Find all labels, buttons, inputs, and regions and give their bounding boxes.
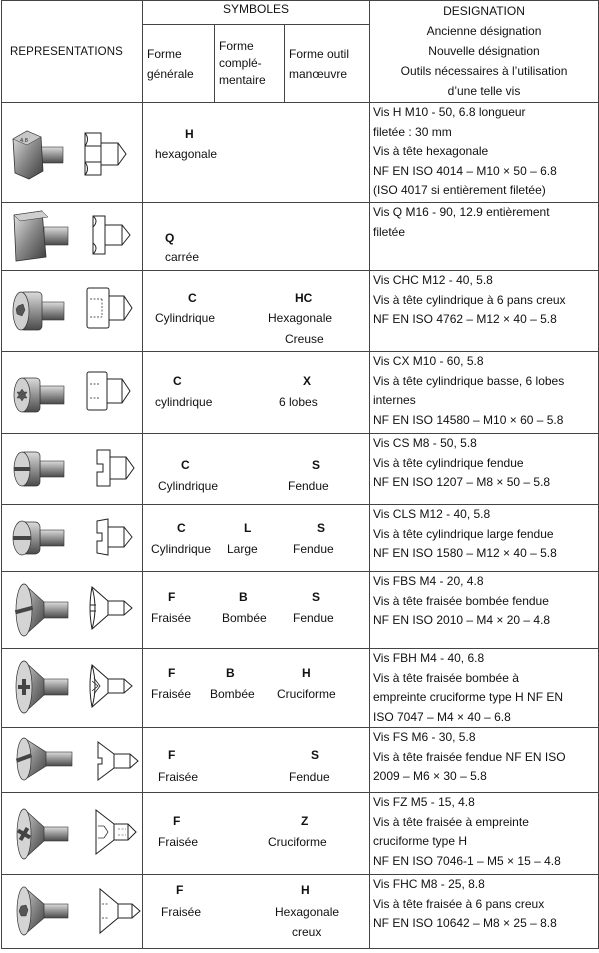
symbol-letter: X bbox=[303, 374, 312, 388]
designation-cell: Vis FS M6 - 30, 5.8 Vis à tête fraisée fendue NF EN ISO 2009 – M6 × 30 – 5.8 bbox=[370, 728, 599, 793]
header-designation: DESIGNATION Ancienne désignation Nouvelle désignation Outils nécessaires à l’utilisation d’une telle vis bbox=[370, 1, 599, 103]
slotted-raised-countersunk-screw-drawing-icon bbox=[86, 583, 140, 633]
representation-cell bbox=[2, 875, 143, 949]
symbol-word: Hexagonale bbox=[268, 311, 333, 325]
table-row bbox=[2, 793, 599, 875]
slotted-countersunk-screw-drawing-icon bbox=[94, 738, 148, 784]
hexalobular-head-screw-3d-icon bbox=[10, 370, 70, 420]
symbol-word: Fendue bbox=[293, 542, 334, 556]
square-head-screw-drawing-icon bbox=[90, 213, 138, 257]
symbol-letter: S bbox=[312, 590, 321, 604]
symbol-cell bbox=[143, 875, 370, 949]
symbol-letter: H bbox=[185, 127, 194, 141]
symbol-word: cylindrique bbox=[155, 395, 213, 409]
symbol-letter: C bbox=[181, 458, 190, 472]
representation-cell bbox=[2, 352, 143, 434]
table-row bbox=[2, 203, 599, 271]
header-forme-generale: Forme générale bbox=[143, 25, 215, 103]
symbol-word: hexagonale bbox=[155, 147, 218, 161]
table-row bbox=[2, 572, 599, 649]
symbol-word: Bombée bbox=[210, 687, 255, 701]
cross-recess-raised-countersunk-screw-drawing-icon bbox=[86, 661, 140, 711]
symbol-letter: L bbox=[244, 521, 252, 535]
designation-cell: Vis CLS M12 - 40, 5.8 Vis à tête cylindrique large fendue NF EN ISO 1580 – M12 × 40 – 5.8 bbox=[370, 505, 599, 572]
slotted-cheese-head-screw-3d-icon bbox=[10, 446, 70, 492]
designation-cell: Vis Q M16 - 90, 12.9 entièrement filetée bbox=[370, 203, 599, 271]
symbol-word: Creuse bbox=[285, 332, 324, 346]
symbol-letter: HC bbox=[295, 291, 313, 305]
symbol-letter: Z bbox=[301, 814, 309, 828]
header-representations: REPRESENTATIONS bbox=[2, 1, 143, 103]
symbol-word: creux bbox=[292, 925, 322, 939]
symbol-word: Fraisée bbox=[158, 770, 199, 784]
table-row bbox=[2, 505, 599, 572]
designation-cell: Vis FZ M5 - 15, 4.8 Vis à tête fraisée à empreinte cruciforme type H NF EN ISO 7046-1 – M5 × 15 – 4.8 bbox=[370, 793, 599, 875]
cross-recess-countersunk-screw-drawing-icon bbox=[92, 807, 146, 857]
symbol-letter: S bbox=[312, 458, 321, 472]
symbol-word: Bombée bbox=[222, 611, 267, 625]
symbol-word: Fraisée bbox=[161, 905, 202, 919]
symbol-cell bbox=[143, 728, 370, 793]
symbol-word: Fendue bbox=[289, 770, 330, 784]
designation-cell: Vis CX M10 - 60, 5.8 Vis à tête cylindrique basse, 6 lobes internes NF EN ISO 14580 – M10 × 60 – 5.8 bbox=[370, 352, 599, 434]
table-row bbox=[2, 728, 599, 793]
representation-cell bbox=[2, 103, 143, 203]
symbol-cell bbox=[143, 103, 370, 203]
symbol-word: Fraisée bbox=[158, 835, 199, 849]
symbol-cell bbox=[143, 352, 370, 434]
square-head-screw-3d-icon bbox=[8, 207, 70, 267]
screw-table bbox=[1, 0, 599, 949]
symbol-cell bbox=[143, 649, 370, 728]
symbol-letter: F bbox=[173, 814, 181, 828]
symbol-letter: Q bbox=[165, 231, 175, 245]
representation-cell bbox=[2, 203, 143, 271]
symbol-word: Cylindrique bbox=[155, 311, 216, 325]
symbol-word: Fraisée bbox=[151, 687, 192, 701]
symbol-letter: S bbox=[317, 521, 326, 535]
cross-recess-raised-countersunk-screw-3d-icon bbox=[10, 659, 72, 715]
symbol-letter: B bbox=[226, 666, 235, 680]
slotted-pan-head-screw-drawing-icon bbox=[94, 515, 146, 559]
symbol-cell bbox=[143, 434, 370, 505]
table-row bbox=[2, 434, 599, 505]
designation-cell: Vis CS M8 - 50, 5.8 Vis à tête cylindrique fendue NF EN ISO 1207 – M8 × 50 – 5.8 bbox=[370, 434, 599, 505]
cross-recess-countersunk-screw-3d-icon bbox=[10, 807, 72, 861]
symbol-letter: S bbox=[311, 748, 320, 762]
designation-cell: Vis CHC M12 - 40, 5.8 Vis à tête cylindrique à 6 pans creux NF EN ISO 4762 – M12 × 40 – 5.8 bbox=[370, 271, 599, 352]
socket-head-screw-3d-icon bbox=[10, 286, 70, 336]
symbol-letter: F bbox=[168, 666, 176, 680]
symbol-cell bbox=[143, 793, 370, 875]
symbol-cell bbox=[143, 203, 370, 271]
representation-cell bbox=[2, 793, 143, 875]
representation-cell bbox=[2, 649, 143, 728]
symbol-letter: F bbox=[168, 748, 176, 762]
symbol-word: carrée bbox=[165, 250, 200, 264]
symbol-word: Cruciforme bbox=[277, 687, 336, 701]
designation-cell: Vis H M10 - 50, 6.8 longueur filetée : 30 mm Vis à tête hexagonale NF EN ISO 4014 – M10 × 50 – 6.8 (ISO 4017 si entièrement filetée) bbox=[370, 103, 599, 203]
representation-cell bbox=[2, 434, 143, 505]
symbol-word: Large bbox=[227, 542, 258, 556]
table-row bbox=[2, 271, 599, 352]
symbol-letter: F bbox=[176, 883, 184, 897]
symbol-letter: C bbox=[173, 374, 182, 388]
symbol-word: Hexagonale bbox=[275, 905, 340, 919]
header-symboles: SYMBOLES bbox=[143, 1, 370, 25]
hex-head-screw-drawing-icon bbox=[82, 129, 132, 179]
symbol-letter: H bbox=[301, 883, 310, 897]
symbol-word: Fendue bbox=[293, 611, 334, 625]
symbol-cell bbox=[143, 505, 370, 572]
representation-cell bbox=[2, 505, 143, 572]
designation-cell: Vis FBH M4 - 40, 6.8 Vis à tête fraisée bombée à empreinte cruciforme type H NF EN ISO 7047 – M4 × 40 – 6.8 bbox=[370, 649, 599, 728]
table-row bbox=[2, 103, 599, 203]
symbol-word: Cylindrique bbox=[151, 542, 212, 556]
svg-text:4.8: 4.8 bbox=[20, 138, 28, 144]
table-row bbox=[2, 352, 599, 434]
socket-head-screw-drawing-icon bbox=[84, 285, 138, 331]
symbol-word: Cruciforme bbox=[268, 835, 327, 849]
table-row bbox=[2, 875, 599, 949]
hexalobular-head-screw-drawing-icon bbox=[84, 368, 138, 414]
hex-socket-countersunk-screw-3d-icon bbox=[12, 885, 74, 937]
hex-head-screw-3d-icon bbox=[7, 125, 67, 185]
symbol-word: Fendue bbox=[288, 479, 329, 493]
designation-cell: Vis FHC M8 - 25, 8.8 Vis à tête fraisée à 6 pans creux NF EN ISO 10642 – M8 × 25 – 8.8 bbox=[370, 875, 599, 949]
symbol-letter: C bbox=[188, 291, 197, 305]
slotted-pan-head-screw-3d-icon bbox=[10, 515, 70, 561]
symbol-letter: H bbox=[302, 666, 311, 680]
representation-cell bbox=[2, 572, 143, 649]
representation-cell bbox=[2, 728, 143, 793]
symbol-word: 6 lobes bbox=[279, 395, 318, 409]
slotted-raised-countersunk-screw-3d-icon bbox=[10, 582, 72, 638]
symbol-letter: C bbox=[177, 521, 186, 535]
header-forme-outil: Forme outil manœuvre bbox=[285, 25, 370, 103]
representation-cell bbox=[2, 271, 143, 352]
symbol-cell bbox=[143, 572, 370, 649]
header-forme-complementaire: Forme complé- mentaire bbox=[215, 25, 285, 103]
table-row bbox=[2, 649, 599, 728]
slotted-countersunk-screw-3d-icon bbox=[10, 736, 76, 782]
symbol-letter: B bbox=[239, 590, 248, 604]
symbol-cell bbox=[143, 271, 370, 352]
designation-cell: Vis FBS M4 - 20, 4.8 Vis à tête fraisée bombée fendue NF EN ISO 2010 – M4 × 20 – 4.8 bbox=[370, 572, 599, 649]
symbol-word: Cylindrique bbox=[158, 479, 219, 493]
symbol-word: Fraisée bbox=[151, 611, 192, 625]
symbol-letter: F bbox=[168, 590, 176, 604]
slotted-cheese-head-screw-drawing-icon bbox=[94, 446, 146, 490]
